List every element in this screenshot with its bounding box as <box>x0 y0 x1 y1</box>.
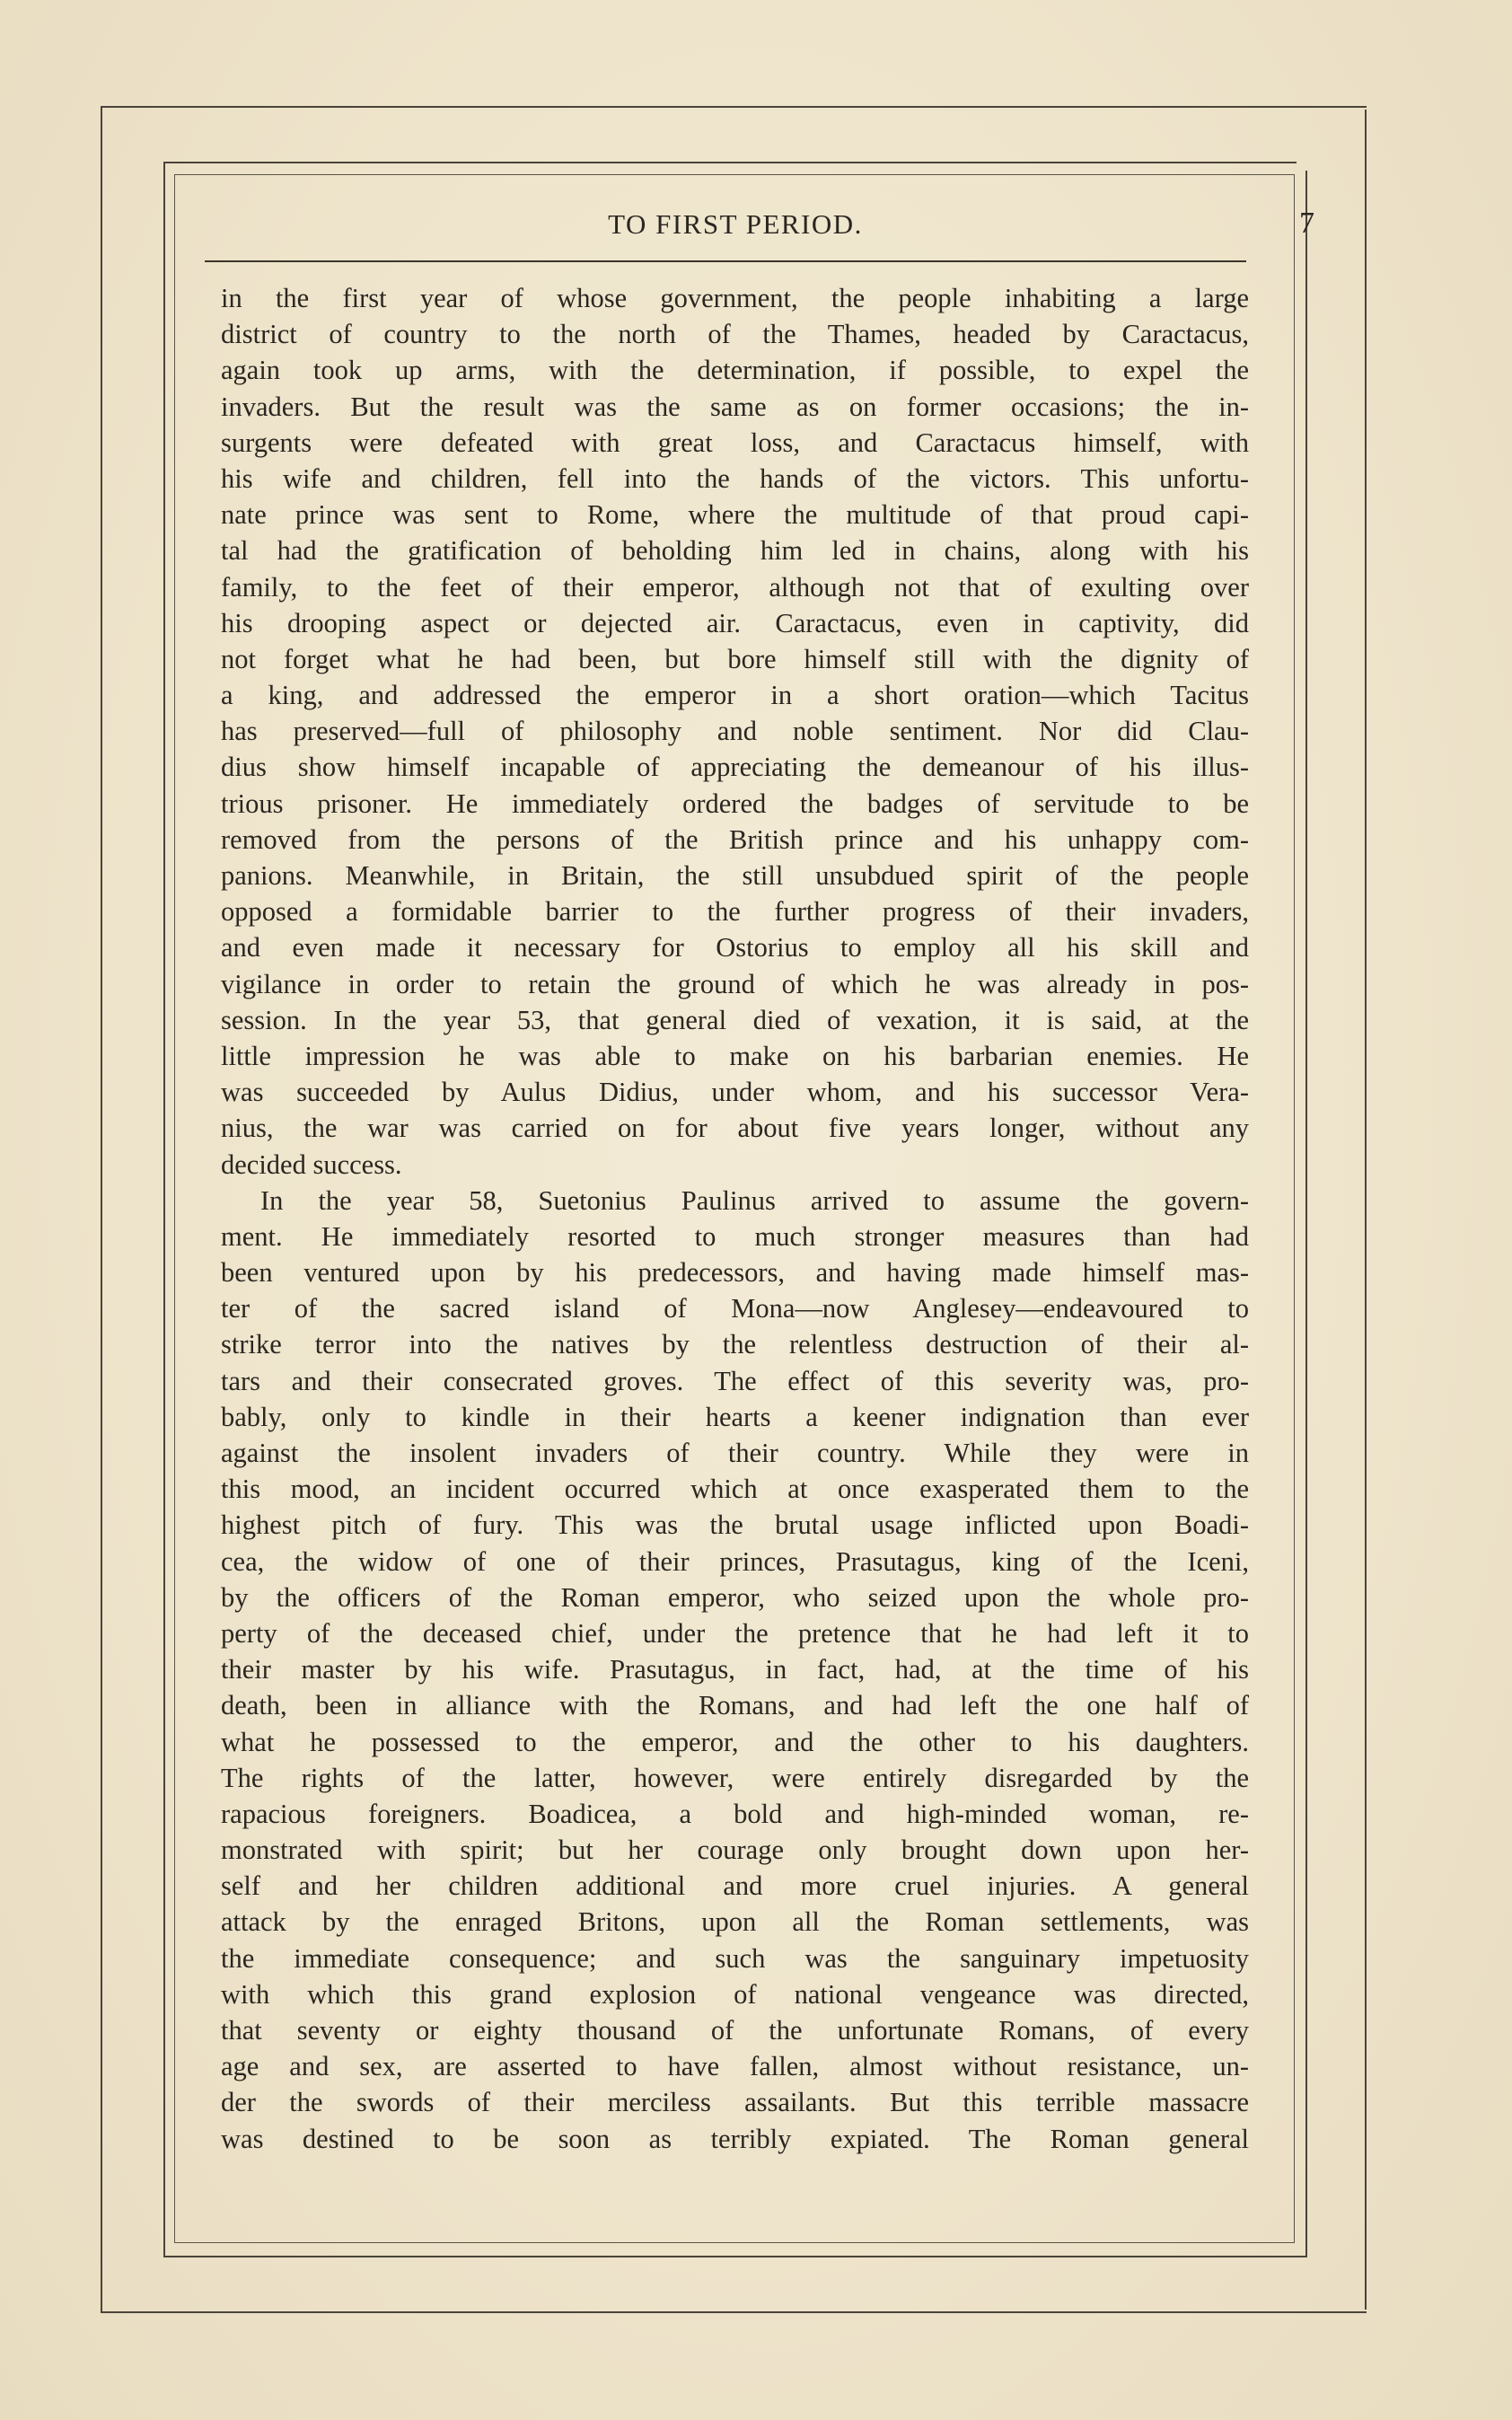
text-line: family, to the feet of their emperor, although not that of exulting over <box>221 571 1249 603</box>
text-line: and even made it necessary for Ostorius to employ all his skill and <box>221 932 1249 964</box>
text-line: attack by the enraged Britons, upon all the Roman settlements, was <box>221 1906 1249 1938</box>
text-line: death, been in alliance with the Romans, and had left the one half of <box>221 1690 1249 1721</box>
outer-frame-left-rule <box>101 106 102 2311</box>
outer-frame-bottom-rule <box>101 2311 1367 2313</box>
text-line: The rights of the latter, however, were entirely disregarded by the <box>221 1762 1249 1793</box>
outer-frame-right-rule <box>1365 110 1367 2310</box>
text-line: ter of the sacred island of Mona—now Anglesey—endeavoured to <box>221 1293 1249 1324</box>
text-line: perty of the deceased chief, under the pretence that he had left it to <box>221 1617 1249 1649</box>
text-line: a king, and addressed the emperor in a short oration—which Tacitus <box>221 680 1249 711</box>
text-line: that seventy or eighty thousand of the unfortunate Romans, of every <box>221 2015 1249 2046</box>
text-line: In the year 58, Suetonius Paulinus arrived to assume the govern- <box>260 1184 1249 1216</box>
outer-frame-top-rule <box>101 106 1367 108</box>
page-number: 7 <box>1299 207 1314 240</box>
text-line: self and her children additional and more cruel injuries. A general <box>221 1870 1249 1902</box>
text-line: invaders. But the result was the same as on former occasions; the in- <box>221 391 1249 422</box>
text-line: their master by his wife. Prasutagus, in fact, had, at the time of his <box>221 1654 1249 1685</box>
text-line: session. In the year 53, that general died of vexation, it is said, at the <box>221 1004 1249 1035</box>
body-text <box>221 280 1249 2157</box>
text-line: with which this grand explosion of national vengeance was directed, <box>221 1978 1249 2010</box>
text-line: little impression he was able to make on his barbarian enemies. He <box>221 1040 1249 1071</box>
text-line: what he possessed to the emperor, and the other to his daughters. <box>221 1726 1249 1757</box>
text-line: surgents were defeated with great loss, and Caractacus himself, with <box>221 427 1249 458</box>
inner-frame-right-rule <box>1305 171 1307 2257</box>
header-rule <box>205 260 1246 262</box>
text-line: dius show himself incapable of appreciating the demeanour of his illus- <box>221 752 1249 783</box>
text-line: removed from the persons of the British prince and his unhappy com- <box>221 823 1249 855</box>
text-line: panions. Meanwhile, in Britain, the still unsubdued spirit of the people <box>221 860 1249 891</box>
inner-frame-bottom-rule <box>163 2256 1307 2257</box>
text-line: der the swords of their merciless assailants. But this terrible massacre <box>221 2087 1249 2118</box>
text-line: again took up arms, with the determination, if possible, to expel the <box>221 355 1249 386</box>
text-line: opposed a formidable barrier to the further progress of their invaders, <box>221 896 1249 928</box>
text-line: his wife and children, fell into the hands of the victors. This unfortu- <box>221 462 1249 494</box>
text-line: rapacious foreigners. Boadicea, a bold and high-minded woman, re- <box>221 1798 1249 1829</box>
text-line: highest pitch of fury. This was the brutal usage inflicted upon Boadi- <box>221 1509 1249 1541</box>
text-line: ment. He immediately resorted to much stronger measures than had <box>221 1220 1249 1252</box>
text-line: decided success. <box>221 1148 402 1180</box>
text-line: in the first year of whose government, the people inhabiting a large <box>221 283 1249 313</box>
text-line: nius, the war was carried on for about five years longer, without any <box>221 1113 1249 1144</box>
text-line: cea, the widow of one of their princes, Prasutagus, king of the Iceni, <box>221 1545 1249 1577</box>
text-line: vigilance in order to retain the ground of which he was already in pos- <box>221 968 1249 999</box>
text-line: was succeeded by Aulus Didius, under whom, and his successor Vera- <box>221 1077 1249 1108</box>
paragraph <box>221 280 1249 1183</box>
text-line: age and sex, are asserted to have fallen, almost without resistance, un- <box>221 2051 1249 2082</box>
text-line: bably, only to kindle in their hearts a keener indignation than ever <box>221 1401 1249 1432</box>
text-line: by the officers of the Roman emperor, who seized upon the whole pro- <box>221 1581 1249 1613</box>
text-line: not forget what he had been, but bore himself still with the dignity of <box>221 643 1249 674</box>
text-line: against the insolent invaders of their country. While they were in <box>221 1438 1249 1468</box>
text-line: the immediate consequence; and such was the sanguinary impetuosity <box>221 1942 1249 1974</box>
text-line: monstrated with spirit; but her courage only brought down upon her- <box>221 1835 1249 1866</box>
paragraph <box>221 1183 1249 2157</box>
text-line: this mood, an incident occurred which at once exasperated them to the <box>221 1474 1249 1505</box>
text-line: tal had the gratification of beholding him led in chains, along with his <box>221 535 1249 567</box>
running-title: TO FIRST PERIOD. <box>608 208 863 240</box>
text-line: tars and their consecrated groves. The effect of this severity was, pro- <box>221 1365 1249 1396</box>
text-line: nate prince was sent to Rome, where the multitude of that proud capi- <box>221 499 1249 531</box>
text-line: was destined to be soon as terribly expiated. The Roman general <box>221 2123 1249 2154</box>
running-head <box>174 207 1314 253</box>
text-line: his drooping aspect or dejected air. Caractacus, even in captivity, did <box>221 607 1249 638</box>
text-line: been ventured upon by his predecessors, and having made himself mas- <box>221 1257 1249 1289</box>
text-line: strike terror into the natives by the relentless destruction of their al- <box>221 1329 1249 1360</box>
text-line: has preserved—full of philosophy and noble sentiment. Nor did Clau- <box>221 716 1249 747</box>
text-line: district of country to the north of the Thames, headed by Caractacus, <box>221 319 1249 350</box>
text-line: trious prisoner. He immediately ordered the badges of servitude to be <box>221 788 1249 819</box>
